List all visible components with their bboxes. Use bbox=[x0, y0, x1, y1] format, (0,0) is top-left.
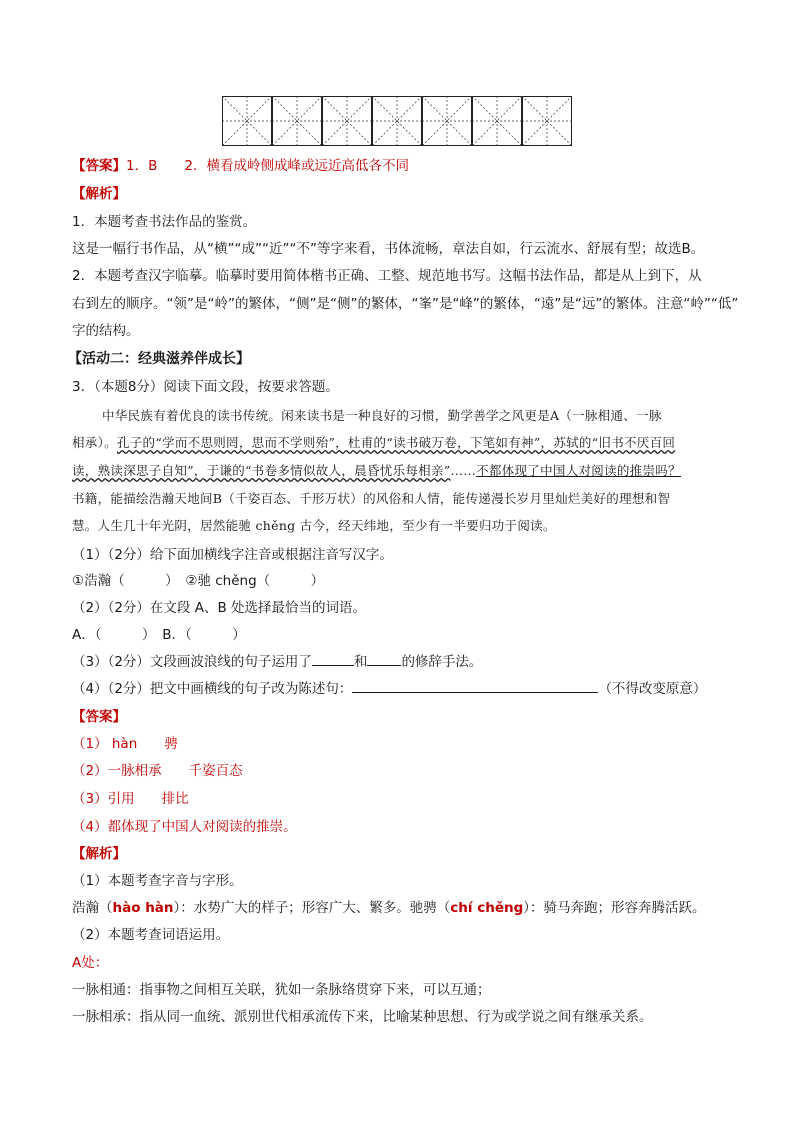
calligraphy-practice-grid bbox=[222, 96, 572, 146]
sub-question-2: （2）（2分）在文段 A、B 处选择最恰当的词语。 bbox=[72, 600, 367, 616]
passage-line: 慧。人生几十年光阴，居然能驰 chěng 古今，经天纬地，至少有一半要归功于阅读。 bbox=[72, 518, 556, 533]
analysis-line: 字的结构。 bbox=[72, 323, 140, 339]
sub-question-3-text: （3）（2分）文段画波浪线的句子运用了 bbox=[72, 654, 312, 670]
analysis-line: （1）本题考查字音与字形。 bbox=[72, 873, 243, 889]
answer-blank[interactable] bbox=[312, 665, 354, 666]
sub-question-4 bbox=[72, 680, 706, 698]
answer-blank[interactable] bbox=[367, 665, 401, 666]
sub-question-3 bbox=[72, 653, 482, 671]
analysis-label: 【解析】 bbox=[72, 186, 126, 202]
pinyin: hào hàn bbox=[112, 900, 174, 916]
passage-line: 中华民族有着优良的读书传统。闲来读书是一种良好的习惯，勤学善学之风更是A（一脉相通、一脉 bbox=[102, 408, 662, 423]
answer-1 bbox=[72, 157, 409, 175]
analysis-line: 一脉相通：指事物之间相互关联，犹如一条脉络贯穿下来，可以互通； bbox=[72, 982, 491, 998]
answer-line: （3）引用 排比 bbox=[72, 791, 189, 807]
underlined-sentence: 不都体现了中国人对阅读的推崇吗？ bbox=[476, 463, 681, 478]
answer-text: 1．B 2．横看成岭侧成峰或远近高低各不同 bbox=[126, 158, 409, 174]
passage-line: 书籍，能描绘浩瀚天地间B（千姿百态、千形万状）的风俗和人情，能传递漫长岁月里灿烂美好的理想和智 bbox=[72, 491, 671, 506]
analysis-line: A处： bbox=[72, 955, 109, 971]
analysis-line: 2．本题考查汉字临摹。临摹时要用简体楷书正确、工整、规范地书写。这幅书法作品，都是从上到下，从 bbox=[72, 268, 702, 284]
sub-question-4-text: （不得改变原意） bbox=[598, 681, 707, 697]
analysis-line: 1．本题考查书法作品的鉴赏。 bbox=[72, 214, 257, 230]
answer-line: （4）都体现了中国人对阅读的推崇。 bbox=[72, 819, 297, 835]
analysis-text: ）：水势广大的样子；形容广大、繁多。驰骋（ bbox=[173, 900, 451, 916]
analysis-text: ）：骑马奔跑；形容奔腾活跃。 bbox=[523, 900, 706, 916]
answer-line: （2）一脉相承 千姿百态 bbox=[72, 763, 243, 779]
sub-question-4-text: （4）（2分）把文中画横线的句子改为陈述句： bbox=[72, 681, 353, 697]
answer-label: 【答案】 bbox=[72, 709, 126, 725]
analysis-line bbox=[72, 899, 706, 917]
analysis-line: 一脉相承：指从同一血统、派别世代相承流传下来，比喻某种思想、行为或学说之间有继承关系。 bbox=[72, 1009, 653, 1025]
question-stem: 3．（本题8分）阅读下面文段，按要求答题。 bbox=[72, 379, 339, 395]
analysis-line: 右到左的顺序。“领”是“岭”的繁体，“侧”是“侧”的繁体，“峯”是“峰”的繁体，“遠”是“远”的繁体。注意“岭”“低” bbox=[72, 296, 739, 312]
sub-question-3-text: 和 bbox=[353, 654, 368, 670]
passage-line bbox=[72, 434, 675, 452]
pinyin: chí chěng bbox=[450, 900, 524, 916]
answer-label: 【答案】 bbox=[72, 158, 126, 174]
analysis-label: 【解析】 bbox=[72, 846, 126, 862]
wavy-sentence: 读，熟读深思子自知”，于谦的“书卷多情似故人，晨昏忧乐每相亲” bbox=[72, 463, 451, 478]
answer-blank[interactable] bbox=[352, 692, 598, 693]
sub-question-2-items: A．（ ） B．（ ） bbox=[72, 627, 246, 643]
wavy-sentence: 孔子的“学而不思则罔，思而不学则殆”，杜甫的“读书破万卷，下笔如有神”，苏轼的“旧书不厌百回 bbox=[116, 435, 676, 450]
sub-question-1-items: ①浩瀚（ ） ②驰 chěng（ ） bbox=[72, 573, 325, 589]
answer-line: （1） hàn 骋 bbox=[72, 736, 178, 752]
passage-line bbox=[72, 462, 681, 480]
analysis-line: 这是一幅行书作品，从“横”“成”“近”“不”等字来看，书体流畅，章法自如，行云流水、舒展有型；故选B。 bbox=[72, 241, 705, 257]
passage-text: 相承）。 bbox=[72, 435, 117, 450]
analysis-line: （2）本题考查词语运用。 bbox=[72, 927, 230, 943]
ellipsis: …… bbox=[450, 463, 477, 478]
sub-question-1: （1）（2分）给下面加横线字注音或根据注音写汉字。 bbox=[72, 547, 393, 563]
analysis-text: 浩瀚（ bbox=[72, 900, 113, 916]
sub-question-3-text: 的修辞手法。 bbox=[401, 654, 483, 670]
activity-title: 【活动二：经典滋养伴成长】 bbox=[68, 351, 250, 367]
